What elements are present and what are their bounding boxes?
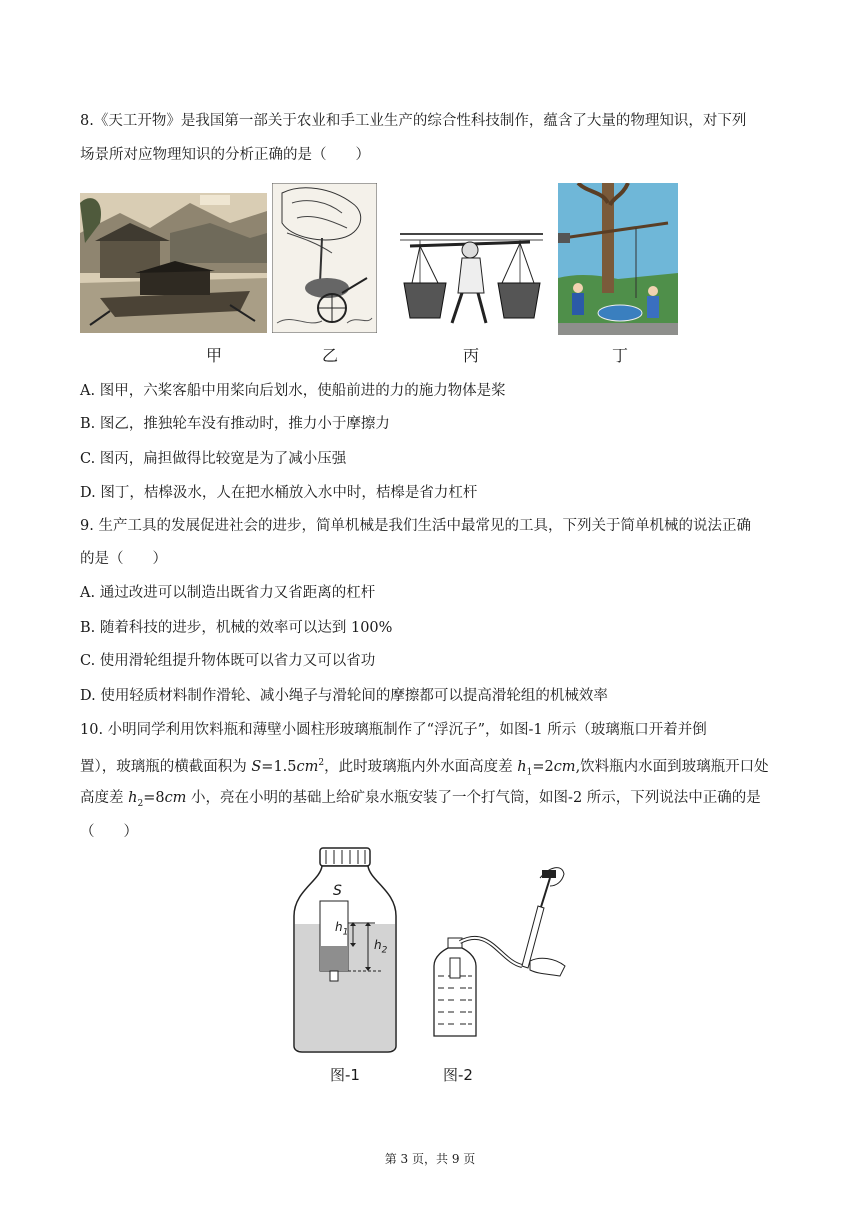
- q8-stem-line-2: 场景所对应物理知识的分析正确的是（ ）: [80, 147, 370, 163]
- q9-option-b: B. 随着科技的进步，机械的效率可以达到 100%: [80, 620, 393, 636]
- q10-sub: 2: [137, 798, 144, 809]
- q10-stem-line-1: 10. 小明同学利用饮料瓶和薄壁小圆柱形玻璃瓶制作了“浮沉子”，如图-1 所示（玻璃瓶口开着并倒: [80, 722, 707, 738]
- q10-var-s: S: [251, 758, 262, 775]
- page-footer: 第 3 页，共 9 页: [384, 1152, 476, 1166]
- q10-val: =1.5: [261, 758, 297, 775]
- q8-option-a: A. 图甲，六桨客船中用桨向后划水，使船前进的力的施力物体是桨: [80, 383, 506, 399]
- q10-sup: 2: [318, 758, 325, 768]
- q10-figure-h2-text: h: [374, 938, 382, 952]
- q9-stem-line-1: 9. 生产工具的发展促进社会的进步，简单机械是我们生活中最常见的工具，下列关于简单机械的说法正确: [80, 518, 751, 534]
- q9-option-d: D. 使用轻质材料制作滑轮、减小绳子与滑轮间的摩擦都可以提高滑轮组的机械效率: [80, 688, 608, 704]
- q8-picture-ding: [558, 183, 678, 335]
- q10-stem-line-4: （ ）: [80, 824, 138, 840]
- q10-figure-label-s: [333, 883, 342, 899]
- q10-stem-line-2: [80, 753, 769, 783]
- q10-figure-h1-text: h: [335, 920, 343, 934]
- q8-picture-bing: [400, 228, 543, 333]
- q10-text: ,饮料瓶内水面到玻璃瓶开口处: [575, 758, 769, 775]
- q8-caption-jia: 甲: [206, 346, 223, 365]
- q10-var-h: h: [517, 758, 527, 775]
- q10-sub: 1: [526, 767, 533, 778]
- q10-text: 高度差: [80, 790, 129, 806]
- q10-figure-label-h1: [335, 920, 348, 937]
- q9-option-a: A. 通过改进可以制造出既省力又省距离的杠杆: [80, 585, 376, 601]
- q10-stem-line-3: [80, 788, 761, 814]
- q10-figure-s-text: S: [333, 883, 342, 899]
- q8-caption-bing: 丙: [463, 346, 480, 365]
- q8-caption-ding: 丁: [612, 346, 629, 365]
- q10-unit: cm: [164, 790, 187, 806]
- q10-text: ，此时玻璃瓶内外水面高度差: [324, 758, 518, 775]
- q10-figure-label-h2: [374, 938, 387, 955]
- q10-figure-h2-sub: 2: [381, 945, 388, 956]
- q10-var-h: h: [128, 790, 138, 806]
- q10-unit: cm: [553, 758, 576, 775]
- q8-option-d: D. 图丁，桔槔汲水，人在把水桶放入水中时，桔槔是省力杠杆: [80, 485, 478, 501]
- q10-val: =8: [143, 790, 165, 806]
- q8-option-b: B. 图乙，推独轮车没有推动时，推力小于摩擦力: [80, 416, 390, 432]
- q10-text: 置），玻璃瓶的横截面积为: [80, 758, 252, 775]
- q8-stem-line-1: 8.《天工开物》是我国第一部关于农业和手工业生产的综合性科技制作，蕴含了大量的物理知识，对下列: [80, 113, 747, 129]
- q10-val: =2: [532, 758, 554, 775]
- q8-caption-yi: 乙: [322, 346, 339, 365]
- q8-picture-jia: [80, 193, 267, 333]
- q10-figure-2-caption: 图-2: [443, 1066, 473, 1084]
- q9-stem-line-2: 的是（ ）: [80, 551, 167, 567]
- q10-unit: cm: [296, 758, 319, 775]
- q8-option-c: C. 图丙，扁担做得比较宽是为了减小压强: [80, 451, 347, 467]
- q9-option-c: C. 使用滑轮组提升物体既可以省力又可以省功: [80, 653, 376, 669]
- q10-figure-1-caption: 图-1: [330, 1066, 360, 1084]
- q10-figure-2: [430, 866, 570, 1041]
- q10-text: 小，亮在小明的基础上给矿泉水瓶安装了一个打气筒，如图-2 所示，下列说法中正确的是: [186, 790, 761, 806]
- q10-figure-h1-sub: 1: [342, 927, 349, 938]
- q8-picture-yi: [272, 183, 377, 333]
